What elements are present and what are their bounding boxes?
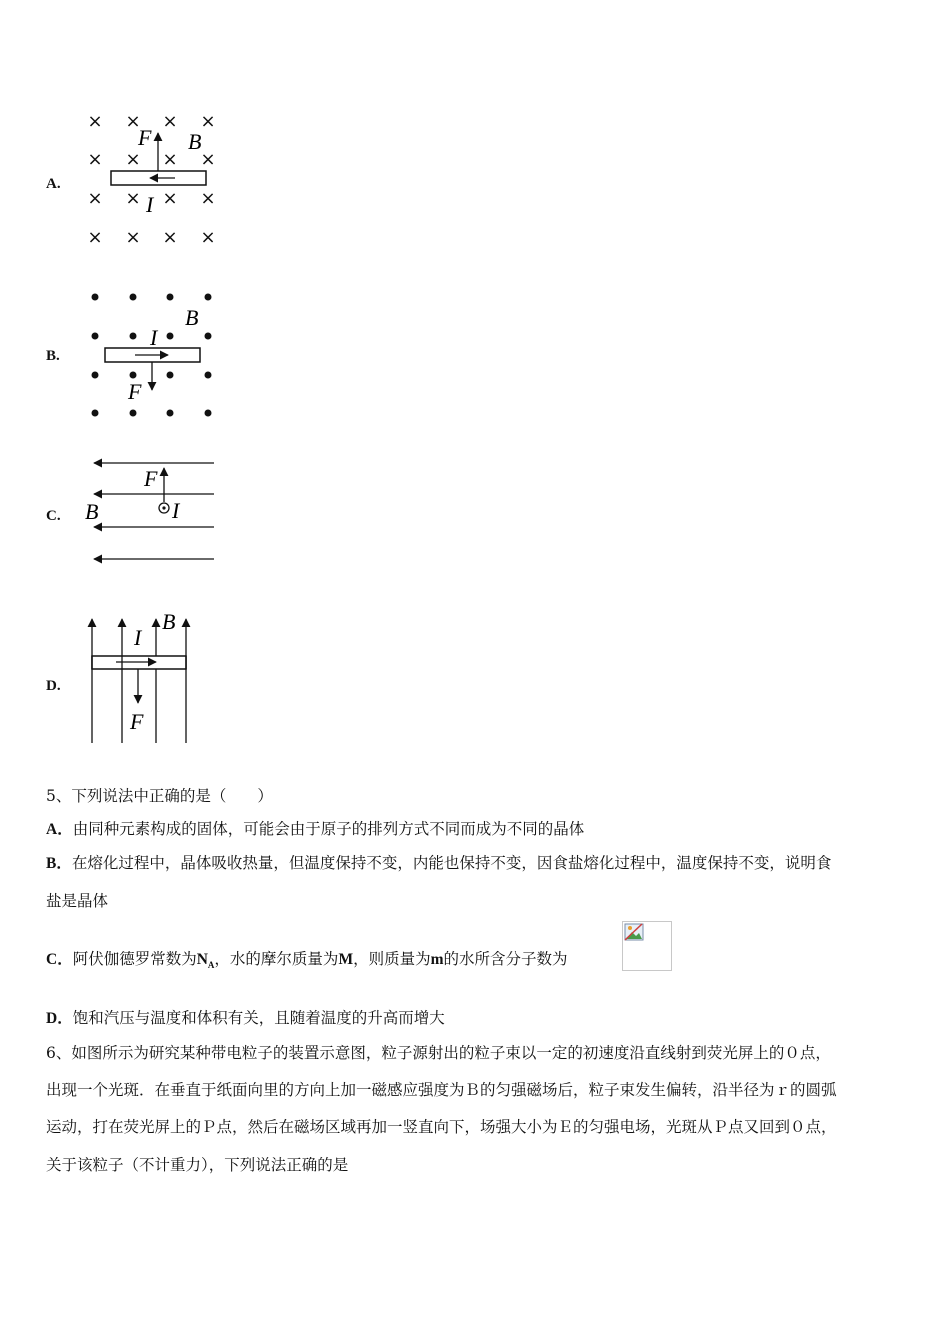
option-d-label: D. — [46, 678, 61, 694]
option-b-label: B. — [46, 348, 60, 364]
force-label: F — [128, 379, 142, 404]
svg-text:×: × — [162, 111, 178, 132]
svg-text:×: × — [87, 149, 103, 170]
force-label: F — [138, 125, 152, 150]
question-6-line1: 6、如图所示为研究某种带电粒子的装置示意图，粒子源射出的粒子束以一定的初速度沿直线射到荧光屏上的０点， — [46, 1044, 831, 1062]
q5-option-b-text-line2: 盐是晶体 — [46, 892, 109, 910]
current-label: I — [150, 325, 158, 350]
figure-c — [80, 452, 230, 572]
q5-option-c-label: C． — [46, 951, 73, 968]
broken-image-icon — [624, 923, 646, 943]
field-label: B — [185, 305, 199, 330]
q5-option-d-label: D． — [46, 1010, 73, 1027]
question-6-line4: 关于该粒子（不计重力），下列说法正确的是 — [46, 1156, 349, 1174]
question-6-line3: 运动，打在荧光屏上的Ｐ点，然后在磁场区域再加一竖直向下，场强大小为Ｅ的匀强电场，光斑从Ｐ点又回到０点， — [46, 1118, 837, 1136]
force-label: F — [130, 709, 144, 734]
svg-text:×: × — [125, 227, 141, 248]
svg-text:×: × — [200, 111, 216, 132]
figure-d — [80, 605, 230, 750]
field-label: B — [188, 129, 202, 154]
question-6-line2: 出现一个光斑．在垂直于纸面向里的方向上加一磁感应强度为Ｂ的匀强磁场后，粒子束发生偏转，沿半径为ｒ的圆弧 — [46, 1081, 837, 1099]
svg-text:×: × — [200, 227, 216, 248]
option-c-label: C. — [46, 508, 61, 524]
q5-option-c — [46, 949, 568, 975]
svg-text:×: × — [200, 149, 216, 170]
q5-option-c-text-4: 的水所含分子数为 — [443, 950, 568, 968]
avogadro-symbol: $N_A$ — [196, 951, 215, 971]
q5-option-d — [46, 1008, 445, 1029]
svg-text:×: × — [162, 149, 178, 170]
field-label: B — [85, 499, 99, 524]
svg-text:×: × — [125, 111, 141, 132]
q5-option-c-text-1: 阿伏伽德罗常数为 — [72, 950, 197, 968]
q5-option-c-text-2: ，水的摩尔质量为 — [214, 950, 339, 968]
q5-option-a-label: A． — [46, 821, 73, 838]
q5-option-a-text: 由同种元素构成的固体，可能会由于原子的排列方式不同而成为不同的晶体 — [72, 820, 585, 838]
broken-formula-image — [622, 921, 672, 971]
q5-option-b-label: B． — [46, 855, 72, 872]
q5-option-a — [46, 819, 584, 840]
current-label: I — [146, 192, 154, 217]
molar-mass-symbol: M — [338, 951, 354, 968]
svg-text:×: × — [87, 227, 103, 248]
option-a-label: A. — [46, 176, 61, 192]
question-5-stem: 5、下列说法中正确的是（ ） — [46, 787, 273, 805]
q5-option-c-text-3: ，则质量为 — [353, 950, 431, 968]
figure-b — [80, 285, 230, 425]
force-label: F — [144, 466, 158, 491]
svg-text:×: × — [125, 188, 141, 209]
svg-text:×: × — [87, 111, 103, 132]
current-label: I — [172, 498, 180, 523]
field-label: B — [162, 609, 176, 634]
q5-option-b-text-line1: 在熔化过程中，晶体吸收热量，但温度保持不变，内能也保持不变，因食盐熔化过程中，温度保持不变，说明食 — [71, 854, 832, 872]
current-label: I — [134, 625, 142, 650]
svg-text:×: × — [125, 149, 141, 170]
mass-symbol: m — [430, 951, 444, 968]
q5-option-b — [46, 853, 831, 874]
svg-text:×: × — [162, 227, 178, 248]
figure-a — [80, 105, 230, 255]
svg-text:×: × — [162, 188, 178, 209]
q5-option-d-text: 饱和汽压与温度和体积有关，且随着温度的升高而增大 — [72, 1009, 445, 1027]
svg-text:×: × — [87, 188, 103, 209]
svg-text:×: × — [200, 188, 216, 209]
